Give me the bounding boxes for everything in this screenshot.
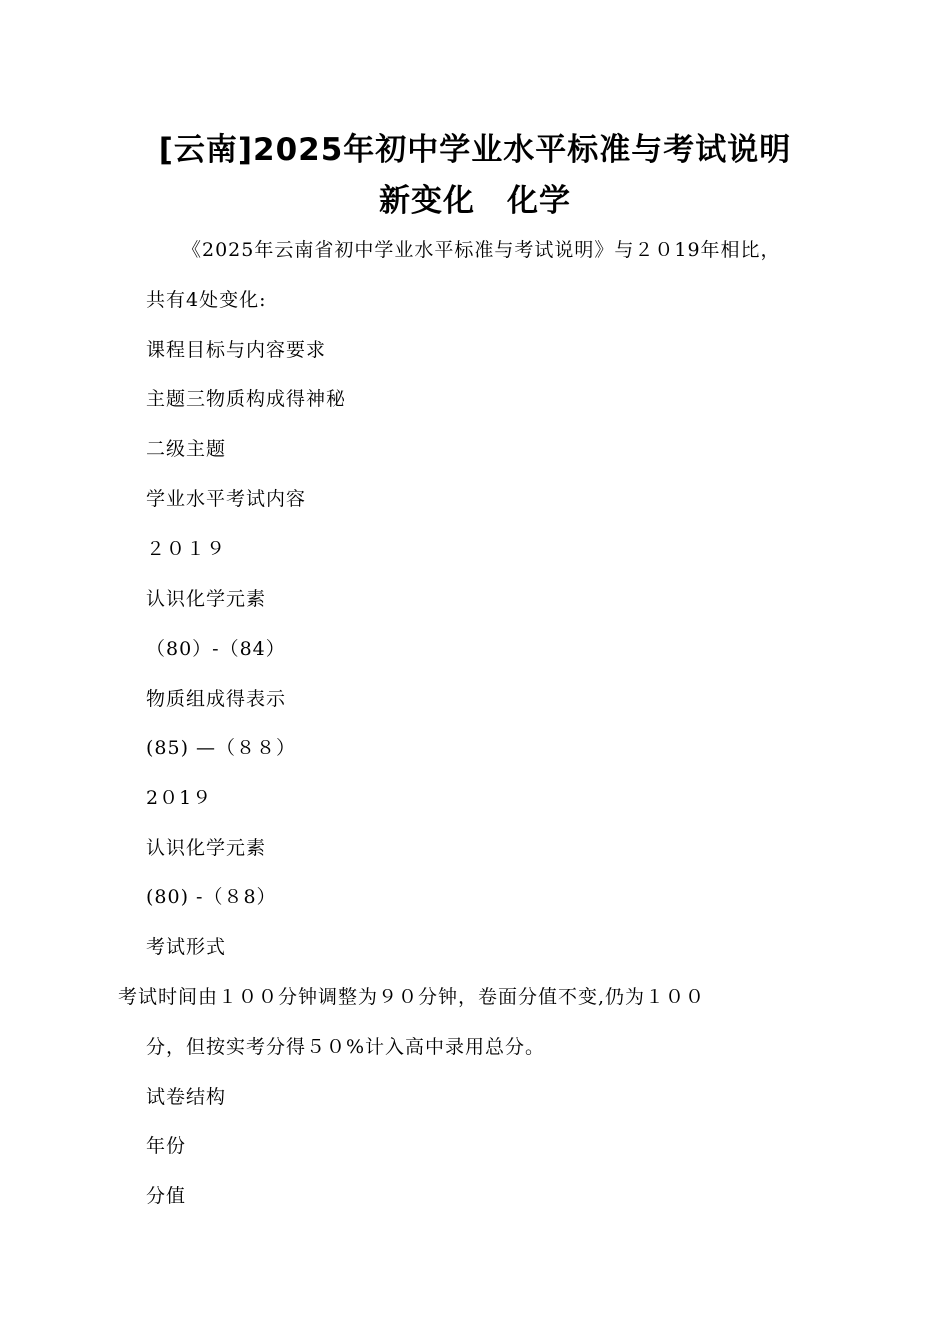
intro-paragraph-line-1: 《2025年云南省初中学业水平标准与考试说明》与２０19年相比， xyxy=(182,239,781,261)
topic-line: 主题三物质构成得神秘 xyxy=(146,388,347,410)
table-header-year: 年份 xyxy=(146,1135,187,1157)
document-title-line-2: 新变化 化学 xyxy=(379,183,571,219)
intro-paragraph-line-2: 共有4处变化: xyxy=(146,289,267,311)
element-topic: 认识化学元素 xyxy=(146,588,267,610)
item-range: (85) —（８８） xyxy=(146,737,297,759)
section-heading: 课程目标与内容要求 xyxy=(146,339,327,361)
section-heading: 试卷结构 xyxy=(146,1086,227,1108)
table-header-score: 分值 xyxy=(146,1185,187,1207)
item-range: (80) -（８8） xyxy=(146,886,277,908)
exam-form-paragraph-line-1: 考试时间由１００分钟调整为９０分钟，卷面分值不变,仍为１００ xyxy=(118,986,706,1008)
subtopic-label: 二级主题 xyxy=(146,438,227,460)
document-title-line-1: [云南]2025年初中学业水平标准与考试说明 xyxy=(158,132,792,168)
composition-topic: 物质组成得表示 xyxy=(146,688,287,710)
exam-form-paragraph-line-2: 分，但按实考分得５０%计入高中录用总分。 xyxy=(146,1036,546,1058)
year-label: ２０１９ xyxy=(146,538,227,560)
section-heading: 考试形式 xyxy=(146,936,227,958)
element-topic: 认识化学元素 xyxy=(146,837,267,859)
item-range: （80）-（84） xyxy=(146,638,286,660)
year-label: 2０1９ xyxy=(146,787,213,809)
exam-content-label: 学业水平考试内容 xyxy=(146,488,307,510)
